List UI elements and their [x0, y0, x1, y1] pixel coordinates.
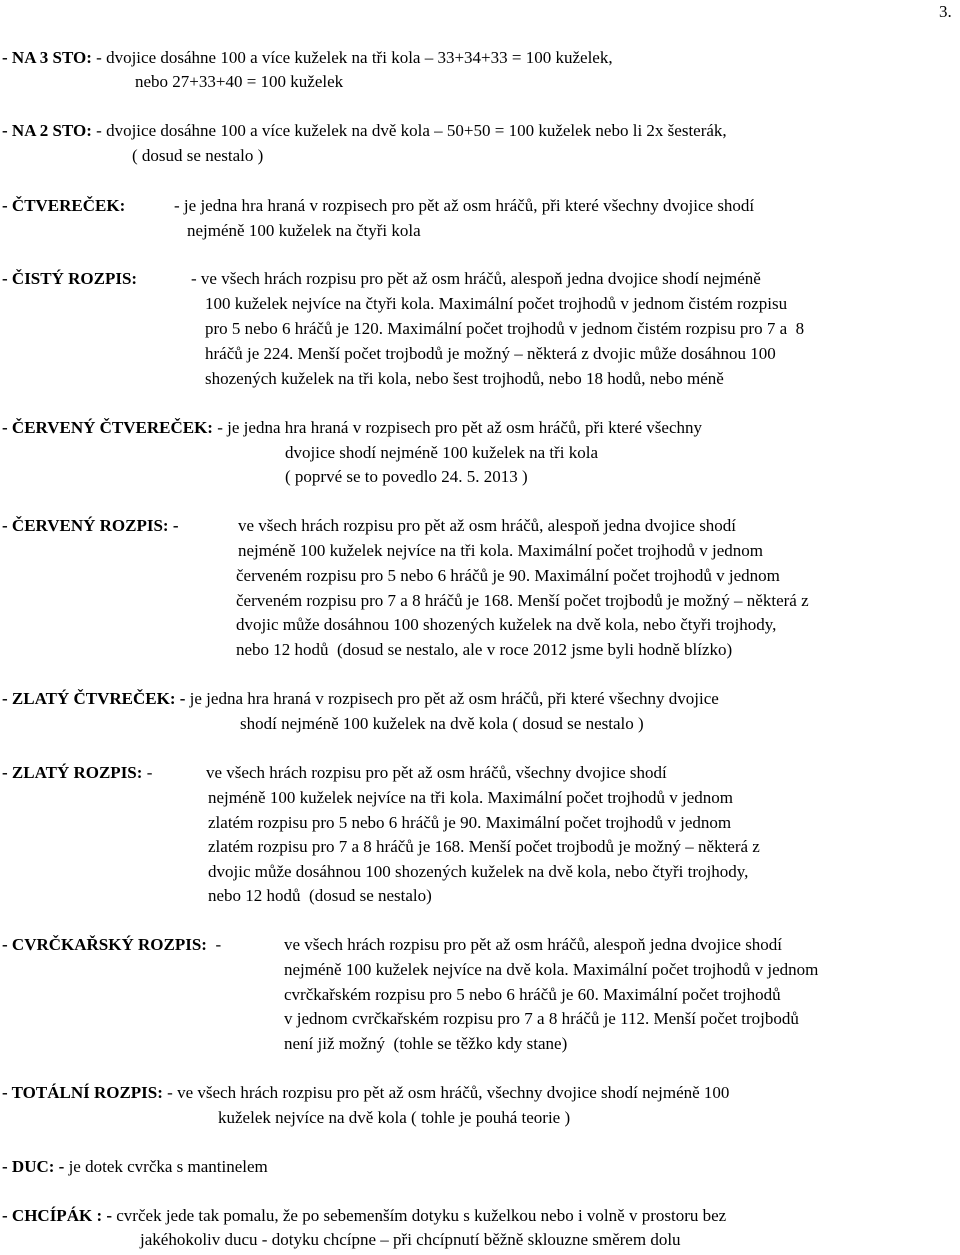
- term-dash: -: [175, 689, 190, 708]
- definition-line: červeném rozpisu pro 7 a 8 hráčů je 168. Menší počet trojbodů je možný – některá z: [236, 591, 809, 610]
- definition-line: ( poprvé se to povedlo 24. 5. 2013 ): [285, 467, 528, 486]
- definition-line: je dotek cvrčka s mantinelem: [68, 1157, 268, 1176]
- term-label: - ČTVEREČEK:: [2, 196, 126, 215]
- term-label: - DUC:: [2, 1157, 55, 1176]
- term-dash: -: [168, 516, 183, 535]
- definition-line: cvrčkařském rozpisu pro 5 nebo 6 hráčů je 60. Maximální počet trojhodů: [284, 985, 781, 1004]
- definition-line: 100 kuželek nejvíce na čtyři kola. Maximální počet trojhodů v jednom čistém rozpisu: [205, 294, 788, 313]
- term-dash: -: [191, 269, 201, 288]
- term-dash: -: [206, 935, 230, 954]
- definition-line: kuželek nejvíce na dvě kola ( tohle je pouhá teorie ): [218, 1108, 571, 1127]
- definition-line: je jedna hra hraná v rozpisech pro pět až osm hráčů, při které všechny dvojice: [189, 689, 719, 708]
- definition-line: nejméně 100 kuželek nejvíce na tři kola. Maximální počet trojhodů v jednom: [208, 788, 733, 807]
- definition-line: nejméně 100 kuželek na čtyři kola: [187, 221, 421, 240]
- term-dash: -: [54, 1157, 69, 1176]
- entry-cvrckarsky-rozpis: [2, 935, 230, 955]
- term-label: - ZLATÝ ČTVREČEK:: [2, 689, 176, 708]
- definition-line: nebo 12 hodů (dosud se nestalo): [208, 886, 432, 905]
- definition-line: hráčů je 224. Menší počet trojbodů je možný – některá z dvojic může dosáhnou 100: [205, 344, 776, 363]
- term-label: - TOTÁLNÍ ROZPIS:: [2, 1083, 163, 1102]
- definition-line: jakéhokoliv ducu - dotyku chcípne – při chcípnutí běžně sklouzne směrem dolu: [140, 1230, 681, 1249]
- definition-line: červeném rozpisu pro 5 nebo 6 hráčů je 90. Maximální počet trojhodů v jednom: [236, 566, 780, 585]
- term-label: - ČERVENÝ ROZPIS:: [2, 516, 169, 535]
- definition-line: zlatém rozpisu pro 5 nebo 6 hráčů je 90. Maximální počet trojhodů v jednom: [208, 813, 732, 832]
- term-dash: -: [91, 48, 107, 67]
- entry-chcipak: [2, 1206, 726, 1226]
- definition-line: shodí nejméně 100 kuželek na dvě kola ( dosud se nestalo ): [240, 714, 644, 733]
- term-label: - ZLATÝ ROZPIS:: [2, 763, 143, 782]
- entry-totalni-rozpis: [2, 1083, 729, 1103]
- entry-na-2-sto: [2, 121, 727, 141]
- term-label: - ČISTÝ ROZPIS:: [2, 269, 138, 288]
- term-label: - ČERVENÝ ČTVEREČEK:: [2, 418, 213, 437]
- term-label: - NA 3 STO:: [2, 48, 92, 67]
- term-label: - NA 2 STO:: [2, 121, 92, 140]
- definition-line: dvojic může dosáhnou 100 shozených kuželek na dvě kola, nebo čtyři trojhody,: [236, 615, 777, 634]
- definition-line: pro 5 nebo 6 hráčů je 120. Maximální počet trojhodů v jednom čistém rozpisu pro 7 a 8: [205, 319, 805, 338]
- term-dash: -: [212, 418, 228, 437]
- entry-cerveny-ctverecek: [2, 418, 702, 438]
- page-number: 3.: [939, 2, 952, 21]
- definition-line: shozených kuželek na tři kola, nebo šest trojhodů, nebo 18 hodů, nebo méně: [205, 369, 724, 388]
- entry-cisty-rozpis-term: [2, 269, 137, 289]
- entry-cerveny-rozpis: [2, 516, 183, 536]
- definition-line: dvojice dosáhne 100 a více kuželek na tři kola – 33+34+33 = 100 kuželek,: [106, 48, 613, 67]
- definition-line: ve všech hrách rozpisu pro pět až osm hráčů, alespoň jedna dvojice shodí: [238, 516, 737, 535]
- definition-line: dvojice dosáhne 100 a více kuželek na dvě kola – 50+50 = 100 kuželek nebo li 2x šesterák,: [106, 121, 727, 140]
- entry-ctverecek: [174, 196, 754, 216]
- definition-line: ve všech hrách rozpisu pro pět až osm hráčů, alespoň jedna dvojice shodí: [284, 935, 783, 954]
- term-dash: -: [142, 763, 166, 782]
- entry-ctverecek-term: [2, 196, 125, 216]
- definition-line: ve všech hrách rozpisu pro pět až osm hráčů, všechny dvojice shodí nejméně 100: [177, 1083, 730, 1102]
- entry-zlaty-ctvrecek: [2, 689, 719, 709]
- entry-na-3-sto: [2, 48, 613, 68]
- definition-line: je jedna hra hraná v rozpisech pro pět až osm hráčů, při které všechny dvojice shodí: [183, 196, 755, 215]
- definition-line: zlatém rozpisu pro 7 a 8 hráčů je 168. Menší počet trojbodů je možný – některá z: [208, 837, 760, 856]
- definition-line: cvrček jede tak pomalu, že po sebemenším dotyku s kuželkou nebo i volně v prostoru bez: [116, 1206, 727, 1225]
- entry-duc: [2, 1157, 268, 1177]
- definition-line: ve všech hrách rozpisu pro pět až osm hráčů, alespoň jedna dvojice shodí nejméně: [200, 269, 761, 288]
- definition-line: není již možný (tohle se těžko kdy stane): [284, 1034, 568, 1053]
- definition-line: ( dosud se nestalo ): [132, 146, 264, 165]
- definition-line: ve všech hrách rozpisu pro pět až osm hráčů, všechny dvojice shodí: [206, 763, 667, 782]
- definition-line: dvojice shodí nejméně 100 kuželek na tři kola: [285, 443, 598, 462]
- definition-line: dvojic může dosáhnou 100 shozených kuželek na dvě kola, nebo čtyři trojhody,: [208, 862, 749, 881]
- definition-line: nejméně 100 kuželek nejvíce na tři kola. Maximální počet trojhodů v jednom: [238, 541, 763, 560]
- term-dash: -: [174, 196, 184, 215]
- definition-line: je jedna hra hraná v rozpisech pro pět až osm hráčů, při které všechny: [227, 418, 703, 437]
- entry-zlaty-rozpis: [2, 763, 165, 783]
- term-dash: -: [162, 1083, 178, 1102]
- definition-line: nebo 27+33+40 = 100 kuželek: [135, 72, 344, 91]
- term-label: - CHCÍPÁK : -: [2, 1206, 113, 1225]
- definition-line: v jednom cvrčkařském rozpisu pro 7 a 8 hráčů je 112. Menší počet trojbodů: [284, 1009, 799, 1028]
- term-label: - CVRČKAŘSKÝ ROZPIS:: [2, 935, 207, 954]
- definition-line: nebo 12 hodů (dosud se nestalo, ale v roce 2012 jsme byli hodně blízko): [236, 640, 733, 659]
- term-dash: -: [91, 121, 107, 140]
- entry-cisty-rozpis: [191, 269, 761, 289]
- definition-line: nejméně 100 kuželek nejvíce na dvě kola. Maximální počet trojhodů v jednom: [284, 960, 819, 979]
